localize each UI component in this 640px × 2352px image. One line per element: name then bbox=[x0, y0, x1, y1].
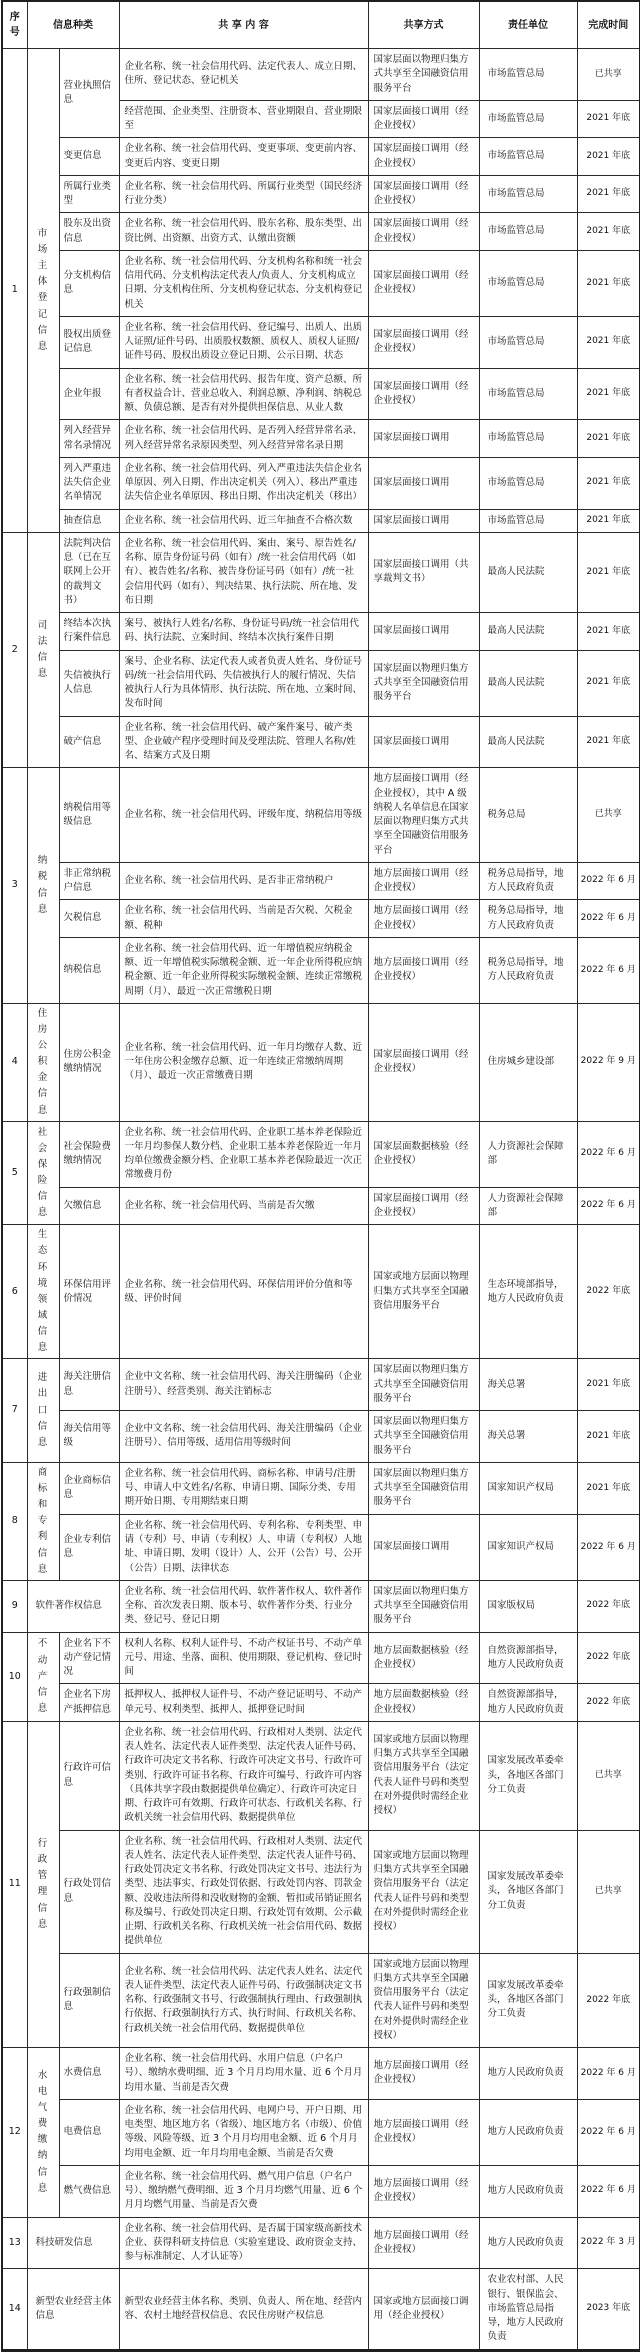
info-type-cell: 非正常纳税户信息 bbox=[59, 862, 119, 900]
completion-time-cell: 2021 年底 bbox=[577, 250, 640, 316]
group-label-text: 商标和专利信息 bbox=[37, 1466, 49, 1575]
shared-content-cell: 企业名称、统一社会信用代码、当前是否欠税、欠税金额、税种 bbox=[119, 900, 368, 938]
info-type-cell: 住房公积金缴纳情况 bbox=[59, 1003, 119, 1121]
share-method-cell: 国家层面接口调用（经企业授权） bbox=[368, 138, 479, 176]
completion-time-cell: 2021 年底 bbox=[577, 716, 640, 768]
share-method-cell: 国家层面以物理归集方式共享至全国融资信用服务平台 bbox=[368, 1580, 479, 1632]
info-type-cell: 行政强制信息 bbox=[59, 1953, 119, 2048]
completion-time-cell: 2022 年 6 月 bbox=[577, 1187, 640, 1225]
shared-content-cell: 企业名称、统一社会信用代码、所属行业类型（国民经济行业分类） bbox=[119, 175, 368, 213]
share-method-cell: 国家层面以物理归集方式共享至全国融资信用服务平台 bbox=[368, 1359, 479, 1411]
completion-time-cell: 2022 年 9 月 bbox=[577, 1003, 640, 1121]
group-label-text: 行政管理信息 bbox=[37, 1838, 49, 1930]
info-type-cell: 海关信用等级 bbox=[59, 1411, 119, 1463]
group-label-text: 生态环境领域信息 bbox=[37, 1229, 49, 1354]
responsible-unit-cell: 自然资源部指导，地方人民政府负责 bbox=[479, 1684, 577, 1722]
responsible-unit-cell: 最高人民法院 bbox=[479, 716, 577, 768]
share-method-cell: 国家或地方层面以物理归集方式共享至全国融资信用服务平台（法定代表人证件号码和类型在对外提供时需经企业授权） bbox=[368, 1953, 479, 2048]
responsible-unit-cell: 海关总署 bbox=[479, 1359, 577, 1411]
info-type-cell: 分支机构信息 bbox=[59, 250, 119, 316]
shared-content-cell: 企业名称、统一社会信用代码、企业职工基本养老保险近一年月均参保人数分档、企业职工基本养老保险近一年月均单位缴费金额分档、企业职工基本养老保险最近一次正常缴费月份 bbox=[119, 1121, 368, 1187]
share-method-cell: 国家层面接口调用（共享裁判文书） bbox=[368, 532, 479, 612]
completion-time-cell: 2021 年底 bbox=[577, 420, 640, 458]
share-method-cell: 国家或地方层面接口调用（经企业授权） bbox=[368, 2269, 479, 2350]
share-method-cell: 地方层面接口调用（经企业授权） bbox=[368, 900, 479, 938]
share-method-cell: 国家层面接口调用 bbox=[368, 1514, 479, 1580]
responsible-unit-cell: 国家版权局 bbox=[479, 1580, 577, 1632]
group-label bbox=[27, 1721, 59, 2047]
info-type-cell: 环保信用评价情况 bbox=[59, 1225, 119, 1359]
shared-content-cell: 企业名称、统一社会信用代码、股东名称、股东类型、出资比例、出资额、出资方式、认缴出资额 bbox=[119, 213, 368, 251]
table-row bbox=[2, 457, 640, 509]
row-number: 8 bbox=[2, 1462, 27, 1580]
table-row bbox=[2, 532, 640, 612]
shared-content-cell: 权利人名称、权利人证件号、不动产权证书号、不动产单元号、用途、坐落、面积、使用期限、登记机构、登记时间 bbox=[119, 1632, 368, 1684]
responsible-unit-cell: 市场监管总局 bbox=[479, 316, 577, 368]
responsible-unit-cell: 地方人民政府负责 bbox=[479, 2099, 577, 2165]
group-label-text: 市场主体登记信息 bbox=[37, 227, 49, 352]
share-method-cell: 国家层面接口调用（经企业授权） bbox=[368, 1187, 479, 1225]
share-method-cell: 国家层面以物理归集方式共享至全国融资信用服务平台 bbox=[368, 49, 479, 101]
shared-content-cell: 企业名称、统一社会信用代码、当前是否欠缴 bbox=[119, 1187, 368, 1225]
group-label: 软件著作权信息 bbox=[27, 1580, 119, 1632]
table-row bbox=[2, 1632, 640, 1684]
responsible-unit-cell: 国家发展改革委牵头，各地区各部门分工负责 bbox=[479, 1721, 577, 1830]
info-type-cell: 营业执照信息 bbox=[59, 49, 119, 138]
share-method-cell: 国家层面接口调用（经企业授权） bbox=[368, 368, 479, 420]
responsible-unit-cell: 税务总局 bbox=[479, 768, 577, 863]
table-row bbox=[2, 1830, 640, 1953]
responsible-unit-cell: 国家发展改革委牵头，各地区各部门分工负责 bbox=[479, 1830, 577, 1953]
row-number: 10 bbox=[2, 1632, 27, 1721]
shared-content-cell: 案号、被执行人姓名/名称、身份证号码/统一社会信用代码、执行法院、立案时间、终结本次执行案件日期 bbox=[119, 613, 368, 651]
share-method-cell: 国家层面接口调用（经企业授权） bbox=[368, 213, 479, 251]
completion-time-cell: 已共享 bbox=[577, 1721, 640, 1830]
share-method-cell: 国家或地方层面以物理归集方式共享至全国融资信用服务平台（法定代表人证件号码和类型在对外提供时需经企业授权） bbox=[368, 1830, 479, 1953]
completion-time-cell: 2021 年底 bbox=[577, 368, 640, 420]
responsible-unit-cell: 海关总署 bbox=[479, 1411, 577, 1463]
group-label-text: 社会保险信息 bbox=[37, 1126, 49, 1219]
completion-time-cell: 2021 年底 bbox=[577, 175, 640, 213]
completion-time-cell: 2023 年底 bbox=[577, 2269, 640, 2350]
info-type-cell: 终结本次执行案件信息 bbox=[59, 613, 119, 651]
shared-content-cell: 企业名称、统一社会信用代码、燃气用户信息（户名户号）、缴纳燃气费明细、近 3 个月月均燃气用量、近 6 个月月均燃气用量、当前是否欠费 bbox=[119, 2165, 368, 2217]
completion-time-cell: 2021 年底 bbox=[577, 1411, 640, 1463]
share-method-cell: 地方层面数据核验（经企业授权） bbox=[368, 1632, 479, 1684]
shared-content-cell: 抵押权人、抵押权人证件号、不动产登记证明号、不动产单元号、权利类型、抵押人、抵押登记时间 bbox=[119, 1684, 368, 1722]
info-type-cell: 纳税信息 bbox=[59, 937, 119, 1003]
responsible-unit-cell: 生态环境部指导，地方人民政府负责 bbox=[479, 1225, 577, 1359]
shared-content-cell: 企业名称、统一社会信用代码、近三年抽查不合格次数 bbox=[119, 509, 368, 532]
shared-content-cell: 企业名称、统一社会信用代码、电网户号、开户日期、用电类型、地区地方名（省级）、地区地方名（市级）、价值等级、风险等级、近 3 个月月均用电金额、近 6 个月月均用电金额、近一年月均用电金额、当前是否欠费 bbox=[119, 2099, 368, 2165]
share-method-cell: 国家层面以物理归集方式共享至全国融资信用服务平台 bbox=[368, 650, 479, 716]
completion-time-cell: 已共享 bbox=[577, 49, 640, 101]
share-method-cell: 国家层面接口调用 bbox=[368, 509, 479, 532]
table-row bbox=[2, 768, 640, 863]
shared-content-cell: 企业名称、统一社会信用代码、法定代表人、成立日期、住所、登记状态、登记机关 bbox=[119, 49, 368, 101]
header-cell-responsible-unit: 责任单位 bbox=[479, 1, 577, 49]
info-type-cell: 破产信息 bbox=[59, 716, 119, 768]
responsible-unit-cell: 地方人民政府负责 bbox=[479, 2048, 577, 2100]
responsible-unit-cell: 人力资源社会保障部 bbox=[479, 1187, 577, 1225]
responsible-unit-cell: 国家知识产权局 bbox=[479, 1514, 577, 1580]
table-row bbox=[2, 1225, 640, 1359]
shared-content-cell: 企业名称、统一社会信用代码、破产案件案号、破产类型、企业破产程序受理时间及受理法院、管理人名称/姓名、结案方式及日期 bbox=[119, 716, 368, 768]
completion-time-cell: 2022 年 3 月 bbox=[577, 2217, 640, 2269]
info-type-cell: 企业名下不动产登记情况 bbox=[59, 1632, 119, 1684]
header-cell-completion-time: 完成时间 bbox=[577, 1, 640, 49]
responsible-unit-cell: 市场监管总局 bbox=[479, 213, 577, 251]
share-method-cell: 地方层面接口调用（经企业授权） bbox=[368, 862, 479, 900]
shared-content-cell: 企业名称、统一社会信用代码、是否属于国家级高新技术企业、获得科研支持信息（实验室建设、政府资金支持、参与标准制定、人才认证等） bbox=[119, 2217, 368, 2269]
info-type-cell: 股权出质登记信息 bbox=[59, 316, 119, 368]
responsible-unit-cell: 税务总局指导，地方人民政府负责 bbox=[479, 937, 577, 1003]
completion-time-cell: 2021 年底 bbox=[577, 138, 640, 176]
row-number: 1 bbox=[2, 49, 27, 533]
info-type-cell: 企业年报 bbox=[59, 368, 119, 420]
info-type-cell: 电费信息 bbox=[59, 2099, 119, 2165]
table-row bbox=[2, 213, 640, 251]
responsible-unit-cell: 住房城乡建设部 bbox=[479, 1003, 577, 1121]
responsible-unit-cell: 最高人民法院 bbox=[479, 613, 577, 651]
responsible-unit-cell: 农业农村部、人民银行、银保监会、市场监管总局指导，地方人民政府负责 bbox=[479, 2269, 577, 2350]
row-number: 3 bbox=[2, 768, 27, 1004]
share-method-cell: 地方层面数据核验（经企业授权） bbox=[368, 1684, 479, 1722]
completion-time-cell: 2021 年底 bbox=[577, 532, 640, 612]
table-row bbox=[2, 509, 640, 532]
shared-content-cell: 企业名称、统一社会信用代码、近一年月均缴存人数、近一年住房公积金缴存总额、近一年连续正常缴纳周期（月）、最近一次正常缴费日期 bbox=[119, 1003, 368, 1121]
share-method-cell: 国家层面接口调用（经企业授权） bbox=[368, 175, 479, 213]
shared-content-cell: 企业名称、统一社会信用代码、软件著作权人、软件著作全称、首次发表日期、版本号、软件著作分类、行业分类、登记号、登记日期 bbox=[119, 1580, 368, 1632]
responsible-unit-cell: 市场监管总局 bbox=[479, 100, 577, 138]
group-label bbox=[27, 1462, 59, 1580]
share-method-cell: 国家层面接口调用（经企业授权） bbox=[368, 316, 479, 368]
table-row bbox=[2, 138, 640, 176]
responsible-unit-cell: 地方人民政府负责 bbox=[479, 2217, 577, 2269]
shared-content-cell: 新型农业经营主体名称、类别、负责人、所在地、经营内容、农村土地经营权信息、农民住房财产权信息 bbox=[119, 2269, 368, 2350]
share-method-cell: 地方层面接口调用（经企业授权） bbox=[368, 2165, 479, 2217]
info-type-cell: 燃气费信息 bbox=[59, 2165, 119, 2217]
table-row bbox=[2, 2048, 640, 2100]
shared-content-cell: 经营范围、企业类型、注册资本、营业期限自、营业期限至 bbox=[119, 100, 368, 138]
table-row bbox=[2, 2217, 640, 2269]
shared-content-cell: 企业名称、统一社会信用代码、法定代表人姓名、法定代表人证件类型、法定代表人证件号码、行政强制决定文书名称、行政强制文书号、行政强制执行理由、行政强制执行依据、行政强制执行方式、执行时间、行政机关名称、行政机关统一社会信用代码、数据提供单位 bbox=[119, 1953, 368, 2048]
group-label: 新型农业经营主体信息 bbox=[27, 2269, 119, 2350]
shared-content-cell: 企业名称、统一社会信用代码、评级年度、纳税信用等级 bbox=[119, 768, 368, 863]
share-method-cell: 国家层面数据核验（经企业授权） bbox=[368, 1121, 479, 1187]
info-type-cell: 纳税信用等级信息 bbox=[59, 768, 119, 863]
info-type-cell: 企业名下房产抵押信息 bbox=[59, 1684, 119, 1722]
completion-time-cell: 2022 年 6 月 bbox=[577, 2048, 640, 2100]
completion-time-cell: 2021 年底 bbox=[577, 316, 640, 368]
table-row bbox=[2, 1514, 640, 1580]
shared-content-cell: 企业名称、统一社会信用代码、行政相对人类别、法定代表人姓名、法定代表人证件类型、法定代表人证件号码、行政许可决定文书名称、行政许可决定文书号、行政许可类别、行政许可证书名称、行政许可编号、行政许可内容（具体共享字段由数据提供单位确定）、行政许可决定日期、行政许可有效期、行政许可状态、行政机关名称、行政机关统一社会信用代码、数据提供单位 bbox=[119, 1721, 368, 1830]
row-number: 2 bbox=[2, 532, 27, 768]
responsible-unit-cell: 最高人民法院 bbox=[479, 650, 577, 716]
table-row bbox=[2, 1359, 640, 1411]
table-row bbox=[2, 1411, 640, 1463]
share-method-cell: 国家层面接口调用 bbox=[368, 716, 479, 768]
table-row bbox=[2, 1953, 640, 2048]
completion-time-cell: 2022 年底 bbox=[577, 1632, 640, 1684]
shared-content-cell: 企业名称、统一社会信用代码、商标名称、申请号/注册号、申请人中文姓名/名称、申请日期、国际分类、专用期开始日期、专用期结束日期 bbox=[119, 1462, 368, 1514]
table-row bbox=[2, 900, 640, 938]
shared-content-cell: 企业名称、统一社会信用代码、变更事项、变更前内容、变更后内容、变更日期 bbox=[119, 138, 368, 176]
completion-time-cell: 2022 年底 bbox=[577, 1684, 640, 1722]
header-cell-share-method: 共享方式 bbox=[368, 1, 479, 49]
completion-time-cell: 2021 年底 bbox=[577, 509, 640, 532]
info-type-cell: 企业商标信息 bbox=[59, 1462, 119, 1514]
header-cell-shared-content: 共 享 内 容 bbox=[119, 1, 368, 49]
group-label bbox=[27, 2048, 59, 2218]
table-row bbox=[2, 175, 640, 213]
shared-content-cell: 企业名称、统一社会信用代码、水用户信息（户名户号）、缴纳水费明细、近 3 个月月均用水量、近 6 个月月均用水量、当前是否欠费 bbox=[119, 2048, 368, 2100]
responsible-unit-cell: 市场监管总局 bbox=[479, 509, 577, 532]
completion-time-cell: 2022 年 6 月 bbox=[577, 2165, 640, 2217]
completion-time-cell: 2022 年底 bbox=[577, 1580, 640, 1632]
responsible-unit-cell: 市场监管总局 bbox=[479, 457, 577, 509]
table-row bbox=[2, 316, 640, 368]
share-method-cell: 国家层面接口调用（经企业授权） bbox=[368, 250, 479, 316]
group-label bbox=[27, 532, 59, 768]
share-method-cell: 地方层面接口调用（经企业授权） bbox=[368, 937, 479, 1003]
info-type-cell: 企业专利信息 bbox=[59, 1514, 119, 1580]
info-type-cell: 所属行业类型 bbox=[59, 175, 119, 213]
completion-time-cell: 2022 年 6 月 bbox=[577, 900, 640, 938]
share-method-cell: 地方层面接口调用（经企业授权） bbox=[368, 2217, 479, 2269]
shared-content-cell: 企业名称、统一社会信用代码、专利名称、专利类型、申请（专利）号、申请（专利权）人、申请（专利权）人地址、申请日期、发明（设计）人、公开（公告）号、公开（公告）日期、法律状态 bbox=[119, 1514, 368, 1580]
table-row bbox=[2, 1721, 640, 1830]
share-method-cell: 国家层面接口调用（经企业授权） bbox=[368, 100, 479, 138]
shared-content-cell: 企业中文名称、统一社会信用代码、海关注册编码（企业注册号）、经营类别、海关注销标志 bbox=[119, 1359, 368, 1411]
share-method-cell: 国家层面以物理归集方式共享至全国融资信用服务平台 bbox=[368, 1411, 479, 1463]
group-label bbox=[27, 1121, 59, 1225]
completion-time-cell: 2022 年 6 月 bbox=[577, 1514, 640, 1580]
completion-time-cell: 2021 年底 bbox=[577, 613, 640, 651]
row-number: 13 bbox=[2, 2217, 27, 2269]
share-method-cell: 地方层面接口调用（经企业授权），其中 A 级纳税人名单信息在国家层面以物理归集方式共享至全国融资信用服务平台 bbox=[368, 768, 479, 863]
responsible-unit-cell: 国家知识产权局 bbox=[479, 1462, 577, 1514]
completion-time-cell: 2022 年底 bbox=[577, 1953, 640, 2048]
info-type-cell: 法院判决信息（已在互联网上公开的裁判文书） bbox=[59, 532, 119, 612]
table-row bbox=[2, 250, 640, 316]
shared-content-cell: 企业名称、统一社会信用代码、是否列入经营异常名录、列入经营异常名录原因类型、列入经营异常名录日期 bbox=[119, 420, 368, 458]
row-number: 5 bbox=[2, 1121, 27, 1225]
responsible-unit-cell: 税务总局指导，地方人民政府负责 bbox=[479, 900, 577, 938]
table-row bbox=[2, 2269, 640, 2350]
table-row bbox=[2, 613, 640, 651]
shared-content-cell: 企业名称、统一社会信用代码、案由、案号、原告姓名/名称、原告身份证号码（如有）/统一社会信用代码（如有）、被告姓名/名称、被告身份证号码（如有）/统一社会信用代码（如有）、判决结果、执行法院、所在地、发布日期 bbox=[119, 532, 368, 612]
group-label bbox=[27, 1003, 59, 1121]
share-method-cell: 国家层面接口调用（经企业授权） bbox=[368, 1003, 479, 1121]
table-row bbox=[2, 2165, 640, 2217]
shared-content-cell: 企业名称、统一社会信用代码、行政相对人类别、法定代表人姓名、法定代表人证件类型、法定代表人证件号码、行政处罚决定文书名称、行政处罚决定文书号、违法行为类型、违法事实、行政处罚依据、行政处罚内容、罚款金额、没收违法所得和没收财物的金额、暂扣或吊销证照名称及编号、行政处罚决定日期、行政处罚有效期、公示截止期、行政机关名称、行政机关统一社会信用代码、数据提供单位 bbox=[119, 1830, 368, 1953]
info-type-cell: 行政许可信息 bbox=[59, 1721, 119, 1830]
responsible-unit-cell: 市场监管总局 bbox=[479, 250, 577, 316]
row-number: 4 bbox=[2, 1003, 27, 1121]
info-type-cell: 欠缴信息 bbox=[59, 1187, 119, 1225]
share-method-cell: 国家或地方层面以物理归集方式共享至全国融资信用服务平台 bbox=[368, 1225, 479, 1359]
responsible-unit-cell: 市场监管总局 bbox=[479, 368, 577, 420]
row-number: 7 bbox=[2, 1359, 27, 1463]
shared-content-cell: 企业名称、统一社会信用代码、登记编号、出质人、出质人证照/证件号码、出质股权数额、质权人、质权人证照/证件号码、股权出质设立登记日期、公示日期、状态 bbox=[119, 316, 368, 368]
row-number: 11 bbox=[2, 1721, 27, 2047]
table-row bbox=[2, 937, 640, 1003]
responsible-unit-cell: 市场监管总局 bbox=[479, 138, 577, 176]
shared-content-cell: 企业名称、统一社会信用代码、环保信用评价分值和等级、评价时间 bbox=[119, 1225, 368, 1359]
completion-time-cell: 已共享 bbox=[577, 768, 640, 863]
shared-content-cell: 企业名称、统一社会信用代码、列入严重违法失信企业名单原因、列入日期、作出决定机关（列入）、移出严重违法失信企业名单原因、移出日期、作出决定机关（移出） bbox=[119, 457, 368, 509]
completion-time-cell: 已共享 bbox=[577, 1830, 640, 1953]
group-label-text: 住房公积金信息 bbox=[37, 1007, 49, 1116]
share-method-cell: 国家层面以物理归集方式共享至全国融资信用服务平台 bbox=[368, 1462, 479, 1514]
completion-time-cell: 2021 年底 bbox=[577, 650, 640, 716]
responsible-unit-cell: 市场监管总局 bbox=[479, 420, 577, 458]
group-label-text: 水电气费缴纳信息 bbox=[37, 2069, 49, 2194]
responsible-unit-cell: 市场监管总局 bbox=[479, 49, 577, 101]
table-row bbox=[2, 1462, 640, 1514]
row-number: 6 bbox=[2, 1225, 27, 1359]
share-method-cell: 国家层面接口调用 bbox=[368, 420, 479, 458]
table-row bbox=[2, 862, 640, 900]
data-table bbox=[1, 0, 640, 2352]
table-row bbox=[2, 1187, 640, 1225]
completion-time-cell: 2022 年 6 月 bbox=[577, 862, 640, 900]
group-label bbox=[27, 1225, 59, 1359]
row-number: 12 bbox=[2, 2048, 27, 2218]
info-type-cell: 列入经营异常名录情况 bbox=[59, 420, 119, 458]
group-label bbox=[27, 1359, 59, 1463]
responsible-unit-cell: 地方人民政府负责 bbox=[479, 2165, 577, 2217]
group-label bbox=[27, 1632, 59, 1721]
table-row bbox=[2, 716, 640, 768]
responsible-unit-cell: 国家发展改革委牵头，各地区各部门分工负责 bbox=[479, 1953, 577, 2048]
share-method-cell: 国家或地方层面以物理归集方式共享至全国融资信用服务平台（法定代表人证件号码和类型在对外提供时需经企业授权） bbox=[368, 1721, 479, 1830]
info-type-cell: 欠税信息 bbox=[59, 900, 119, 938]
table-row bbox=[2, 650, 640, 716]
group-label bbox=[27, 49, 59, 533]
group-label-text: 纳税信息 bbox=[37, 855, 49, 915]
completion-time-cell: 2021 年底 bbox=[577, 1462, 640, 1514]
table-row bbox=[2, 1580, 640, 1632]
info-type-cell: 海关注册信息 bbox=[59, 1359, 119, 1411]
shared-content-cell: 企业名称、统一社会信用代码、近一年增值税应纳税金额、近一年增值税实际缴税金额、近一年企业所得税应纳税金额、近一年企业所得税实际缴税金额、连续正常缴税周期（月）、最近一次正常缴税日期 bbox=[119, 937, 368, 1003]
share-method-cell: 国家层面接口调用 bbox=[368, 613, 479, 651]
info-type-cell: 变更信息 bbox=[59, 138, 119, 176]
info-type-cell: 水费信息 bbox=[59, 2048, 119, 2100]
table-row bbox=[2, 1684, 640, 1722]
info-type-cell: 股东及出资信息 bbox=[59, 213, 119, 251]
table-body bbox=[2, 49, 640, 2351]
table-row bbox=[2, 1121, 640, 1187]
group-label bbox=[27, 768, 59, 1004]
header-cell-number: 序号 bbox=[2, 1, 27, 49]
header-cell-info-type: 信息种类 bbox=[27, 1, 119, 49]
group-label: 科技研发信息 bbox=[27, 2217, 119, 2269]
completion-time-cell: 2022 年 6 月 bbox=[577, 937, 640, 1003]
responsible-unit-cell: 税务总局指导，地方人民政府负责 bbox=[479, 862, 577, 900]
group-label-text: 进出口信息 bbox=[37, 1372, 49, 1448]
info-type-cell: 列入严重违法失信企业名单情况 bbox=[59, 457, 119, 509]
info-type-cell: 失信被执行人信息 bbox=[59, 650, 119, 716]
row-number: 9 bbox=[2, 1580, 27, 1632]
table-row bbox=[2, 420, 640, 458]
share-method-cell: 国家层面接口调用 bbox=[368, 457, 479, 509]
info-type-cell: 抽查信息 bbox=[59, 509, 119, 532]
shared-content-cell: 案号、企业名称、法定代表人或者负责人姓名、身份证号码/统一社会信用代码、失信被执行人的履行情况、失信被执行人行为具体情形、执行法院、所在地、立案时间、发布时间 bbox=[119, 650, 368, 716]
table-row bbox=[2, 2099, 640, 2165]
share-method-cell: 地方层面接口调用（经企业授权） bbox=[368, 2099, 479, 2165]
completion-time-cell: 2021 年底 bbox=[577, 1359, 640, 1411]
responsible-unit-cell: 市场监管总局 bbox=[479, 175, 577, 213]
shared-content-cell: 企业名称、统一社会信用代码、是否非正常纳税户 bbox=[119, 862, 368, 900]
responsible-unit-cell: 最高人民法院 bbox=[479, 532, 577, 612]
completion-time-cell: 2022 年底 bbox=[577, 1225, 640, 1359]
info-type-cell: 社会保险费缴纳情况 bbox=[59, 1121, 119, 1187]
table-row bbox=[2, 1003, 640, 1121]
header-row bbox=[2, 1, 640, 49]
group-label-text: 司法信息 bbox=[37, 619, 49, 680]
table-row bbox=[2, 368, 640, 420]
shared-content-cell: 企业名称、统一社会信用代码、分支机构名称和统一社会信用代码、分支机构法定代表人/负责人、分支机构成立日期、分支机构住所、分支机构登记状态、分支机构登记机关 bbox=[119, 250, 368, 316]
group-label-text: 不动产信息 bbox=[37, 1638, 49, 1714]
responsible-unit-cell: 人力资源社会保障部 bbox=[479, 1121, 577, 1187]
shared-content-cell: 企业名称、统一社会信用代码、报告年度、资产总额、所有者权益合计、营业总收入、利润总额、净利润、纳税总额、负债总额、是否有对外提供担保信息、从业人数 bbox=[119, 368, 368, 420]
completion-time-cell: 2021 年底 bbox=[577, 457, 640, 509]
responsible-unit-cell: 自然资源部指导，地方人民政府负责 bbox=[479, 1632, 577, 1684]
table-row bbox=[2, 49, 640, 101]
row-number: 14 bbox=[2, 2269, 27, 2350]
share-method-cell: 地方层面接口调用（经企业授权） bbox=[368, 2048, 479, 2100]
completion-time-cell: 2022 年 6 月 bbox=[577, 1121, 640, 1187]
completion-time-cell: 2022 年 6 月 bbox=[577, 2099, 640, 2165]
shared-content-cell: 企业中文名称、统一社会信用代码、海关注册编码（企业注册号）、信用等级、适用信用等级时间 bbox=[119, 1411, 368, 1463]
completion-time-cell: 2021 年底 bbox=[577, 100, 640, 138]
info-type-cell: 行政处罚信息 bbox=[59, 1830, 119, 1953]
completion-time-cell: 2021 年底 bbox=[577, 213, 640, 251]
